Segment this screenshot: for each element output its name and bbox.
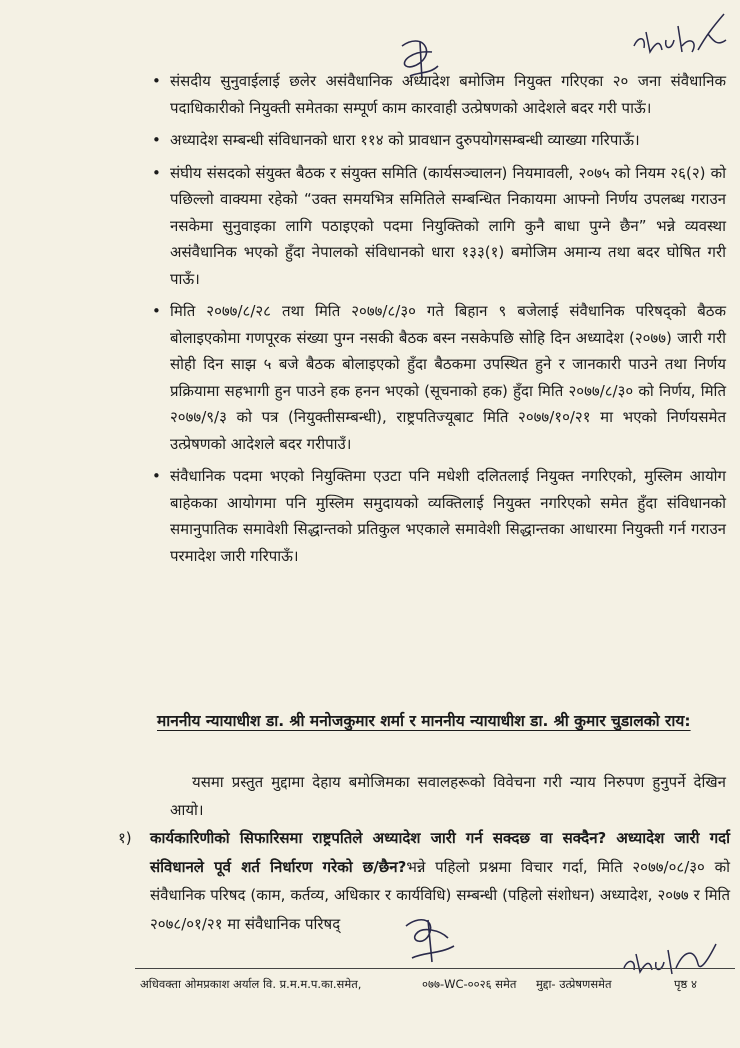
footer-advocate: अधिवक्ता ओमप्रकाश अर्याल वि. प्र.म.म.प.का.समेत,	[140, 977, 362, 991]
list-item	[152, 463, 726, 569]
prayer-list	[152, 68, 726, 577]
list-item	[152, 127, 726, 154]
bullet-marker: •	[152, 163, 161, 182]
footer-divider	[135, 968, 735, 969]
intro-paragraph: यसमा प्रस्तुत मुद्दामा देहाय बमोजिमका सवालहरूको विवेचना गरी न्याय निरुपण हुनुपर्ने देखिन आयो।	[170, 773, 726, 819]
question-number: १)	[118, 829, 132, 847]
list-item	[152, 298, 726, 457]
list-item-text: संसदीय सुनुवाईलाई छलेर असंवैधानिक अध्यादेश बमोजिम नियुक्त गरिएका २० जना संवैधानिक पदाधिकारीको नियुक्ती समेतका सम्पूर्ण काम कारवाही उत्प्रेषणको आदेशले बदर गरी पाऊँ।	[170, 72, 726, 117]
question-paragraph	[150, 824, 730, 938]
footer-case-number: ०७७-WC-००२६ समेत	[422, 977, 517, 991]
list-item-text: संघीय संसदको संयुक्त बैठक र संयुक्त समिति (कार्यसञ्चालन) नियमावली, २०७५ को नियम २६(२) को पछिल्लो वाक्यमा रहेको “उक्त समयभित्र समितिले सम्बन्धित निकायमा आफ्नो निर्णय उपलब्ध गराउन नसकेमा सुनुवाइका लागि पठाइएको पदमा नियुक्तिको लागि कुनै बाधा पुग्ने छैन” भन्ने व्यवस्था असंवैधानिक भएको हुँदा नेपालको संविधानको धारा १३३(१) बमोजिम अमान्य तथा बदर घोषित गरी पाऊँ।	[170, 163, 726, 288]
list-item-text: अध्यादेश सम्बन्धी संविधानको धारा ११४ को प्रावधान दुरुपयोगसम्बन्धी व्याख्या गरिपाऊँ।	[170, 131, 640, 149]
signature-top-right	[628, 6, 728, 66]
opinion-heading: माननीय न्यायाधीश डा. श्री मनोजकुमार शर्मा र माननीय न्यायाधीश डा. श्री कुमार चुडालको राय:	[157, 712, 691, 730]
footer-page-number: पृष्ठ ४	[674, 977, 697, 991]
footer-subject: मुद्दा- उत्प्रेषणसमेत	[536, 977, 612, 991]
list-item	[152, 160, 726, 293]
question-rest-text: भन्ने पहिलो प्रश्नमा विचार गर्दा, मिति २०७७/०८/३० को संवैधानिक परिषद (काम, कर्तव्य, अधिकार र कार्यविधि) सम्बन्धी (पहिलो संशोधन) अध्यादेश, २०७७ र मिति २०७८/०१/२१ मा संवैधानिक परिषद्	[150, 857, 730, 933]
list-item-text: संवैधानिक पदमा भएको नियुक्तिमा एउटा पनि मधेशी दलितलाई नियुक्त नगरिएको, मुस्लिम आयोग बाहेकका आयोगमा पनि मुस्लिम समुदायको व्यक्तिलाई नियुक्त नगरिएको समेत हुँदा संविधानको समानुपातिक समावेशी सिद्धान्तको प्रतिकुल भएकाले समावेशी सिद्धान्तका आधारमा नियुक्ती गर्न गराउन परमादेश जारी गरिपाऊँ।	[170, 467, 726, 565]
list-item-text: मिति २०७७/८/२८ तथा मिति २०७७/८/३० गते बिहान ९ बजेलाई संवैधानिक परिषद्को बैठक बोलाइएकोमा गणपूरक संख्या पुग्न नसकी बैठक बस्न नसकेपछि सोहि दिन अध्यादेश (२०७७) जारी गरी सोही दिन साझ ५ बजे बैठक बोलाइएको हुँदा बैठकमा उपस्थित हुने र जानकारी पाउने तथा निर्णय प्रक्रियामा सहभागी हुन पाउने हक हनन भएको (सूचनाको हक) हुँदा मिति २०७७/८/३० को निर्णय, मिति २०७७/९/३ को पत्र (नियुक्तीसम्बन्धी), राष्ट्रपतिज्यूबाट मिति २०७७/१०/२१ मा भएको निर्णयसमेत उत्प्रेषणको आदेशले बदर गरीपाउँ।	[170, 302, 726, 453]
bullet-marker: •	[152, 467, 161, 485]
bullet-marker: •	[152, 131, 161, 149]
bullet-marker: •	[152, 302, 161, 320]
list-item	[152, 68, 726, 121]
bullet-marker: •	[152, 72, 161, 90]
signature-bottom-right	[620, 938, 720, 982]
question-bold-text: कार्यकारिणीको सिफारिसमा राष्ट्रपतिले अध्यादेश जारी गर्न सक्दछ वा सक्दैन? अध्यादेश जारी गर्दा संविधानले पूर्व शर्त निर्धारण गरेको छ/छैन?	[150, 829, 730, 876]
